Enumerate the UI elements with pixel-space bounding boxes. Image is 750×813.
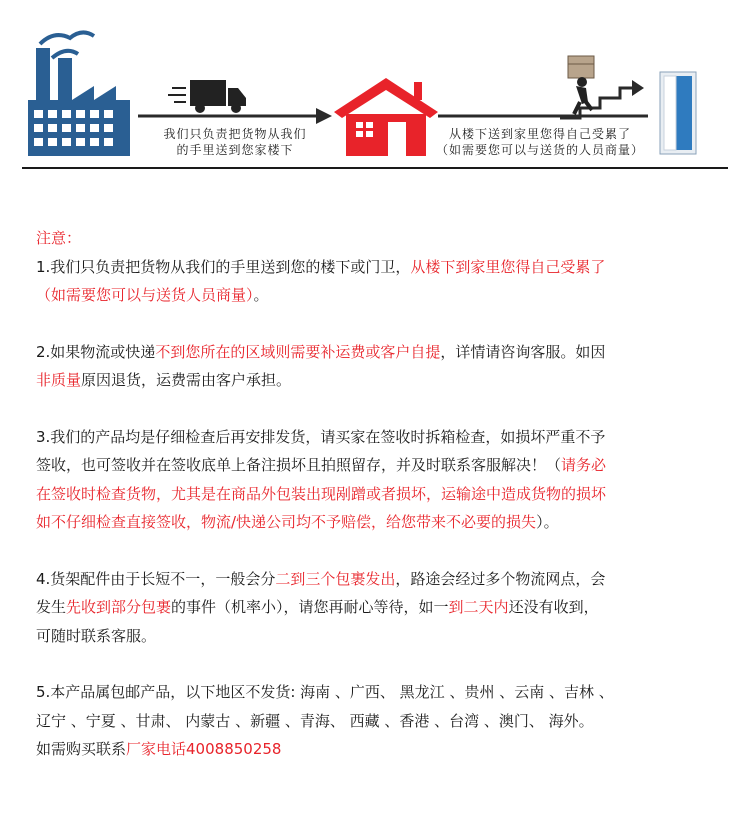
notice-line (36, 253, 712, 282)
notice-text: 5.本产品属包邮产品，以下地区不发货: 海南 、广西、 黑龙江 、贵州 、云南 、吉林 、 (36, 683, 614, 701)
notice-text: 。 (253, 286, 269, 304)
notice-section (36, 224, 712, 764)
notice-text: 辽宁 、宁夏 、甘肃、 内蒙古 、新疆 、青海、 西藏 、香港 、台湾 、澳门、 海外。 (36, 711, 594, 730)
highlight-text: 到二天内 (448, 598, 509, 616)
highlight-text: 非质量 (36, 371, 82, 389)
notice-line (36, 366, 712, 395)
notice-text: ）。 (536, 513, 559, 531)
factory-icon (28, 32, 130, 156)
notice-text: 原因退货，运费需由客户承担。 (81, 371, 292, 389)
notice-text: 的事件（机率小），请您再耐心等待，如一 (171, 598, 449, 616)
highlight-text: （如需要您可以与送货人员商量） (36, 286, 254, 304)
notice-item (36, 253, 712, 310)
notice-line (36, 622, 712, 651)
caption-right-line: 从楼下送到家里您得自己受累了 (448, 127, 631, 141)
caption-left-line: 的手里送到您家楼下 (176, 143, 294, 157)
notice-text: 3.我们的产品均是仔细检查后再安排发货，请买家在签收时拆箱检查，如损坏严重不予 (36, 427, 606, 446)
stairs-icon (560, 80, 644, 118)
item-gap (36, 650, 712, 678)
notice-line (36, 593, 712, 622)
notice-item (36, 338, 712, 395)
item-gap (36, 537, 712, 565)
notice-item (36, 423, 712, 537)
item-gap (36, 395, 712, 423)
notice-line (36, 423, 712, 452)
highlight-text: 厂家电话4008850258 (126, 740, 282, 758)
door-icon (660, 72, 696, 154)
notice-line (36, 735, 712, 764)
notice-line (36, 480, 712, 509)
notice-text: 4.货架配件由于长短不一，一般会分 (36, 569, 276, 588)
notice-text: ，详情请咨询客服。如因 (440, 342, 606, 361)
delivery-banner (0, 0, 750, 180)
highlight-text: 从楼下到家里您得自己受累了 (410, 257, 606, 276)
notice-items (36, 253, 712, 764)
highlight-text: 在签收时检查货物，尤其是在商品外包装出现剐蹭或者损坏，运输途中造成货物的损坏 (36, 484, 607, 503)
item-gap (36, 310, 712, 338)
person-carrying-box-icon (568, 56, 594, 114)
caption-left-line: 我们只负责把货物从我们 (163, 127, 307, 141)
notice-line (36, 678, 712, 707)
notice-line (36, 451, 712, 480)
highlight-text: 二到三个包裹发出 (275, 569, 396, 588)
highlight-text: 先收到部分包裹 (66, 598, 172, 616)
caption-right (420, 126, 660, 158)
caption-right-line: （如需要您可以与送货的人员商量） (435, 143, 644, 157)
highlight-text: 不到您所在的区域则需要补运费或客户自提 (155, 342, 441, 361)
notice-item (36, 565, 712, 651)
notice-text: 1.我们只负责把货物从我们的手里送到您的楼下或门卫， (36, 257, 411, 276)
notice-text: 签收，也可签收并在签收底单上备注损坏且拍照留存，并及时联系客服解决！（ (36, 456, 562, 474)
notice-text: 发生 (36, 598, 67, 616)
caption-left (130, 126, 340, 158)
notice-line (36, 707, 712, 736)
notice-text: ，路途会经过多个物流网点，会 (395, 569, 606, 588)
notice-text: 2.如果物流或快递 (36, 342, 156, 361)
highlight-text: 如不仔细检查直接签收，物流/快递公司均不予赔偿，给您带来不必要的损失 (36, 513, 537, 531)
notice-heading: 注意： (36, 229, 82, 247)
notice-text: 可随时联系客服。 (36, 626, 157, 645)
notice-line (36, 508, 712, 537)
highlight-text: 请务必 (561, 456, 607, 474)
truck-icon (168, 80, 246, 113)
notice-text: 如需购买联系 (36, 740, 127, 758)
notice-text: 还没有收到， (508, 598, 599, 616)
notice-item (36, 678, 712, 764)
notice-line (36, 338, 712, 367)
notice-line (36, 565, 712, 594)
notice-line (36, 281, 712, 310)
